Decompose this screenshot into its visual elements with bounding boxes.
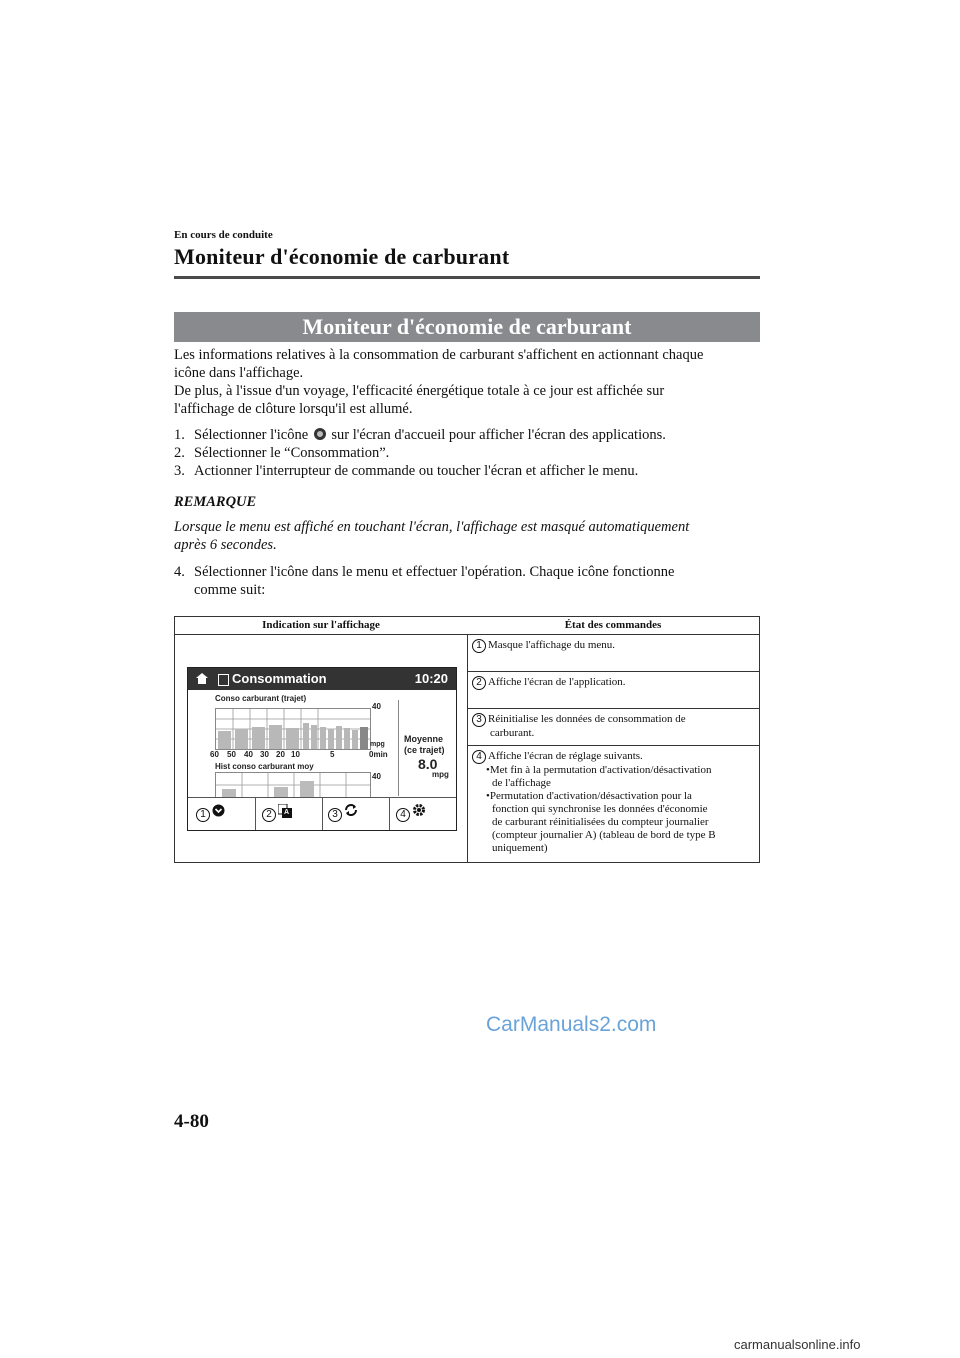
watermark: CarManuals2.com [486, 1013, 657, 1036]
menu-separator [322, 797, 323, 830]
section-label: En cours de conduite [174, 229, 273, 241]
bullet-line: •Permutation d'activation/désactivation pour la [486, 790, 692, 802]
row-text: Réinitialise les données de consommation de [488, 713, 686, 725]
step-1 [174, 426, 666, 444]
average-history-graph [215, 772, 371, 799]
section-banner: Moniteur d'économie de carburant [174, 312, 760, 342]
graph-label-trip: Conso carburant (trajet) [215, 694, 307, 703]
consumption-app-icon [218, 674, 229, 686]
screen-header [188, 668, 456, 690]
x-tick: 40 [244, 750, 253, 759]
hide-menu-icon[interactable] [212, 804, 225, 820]
application-icon-letter: A [284, 809, 290, 816]
callout-3: 3 [328, 808, 342, 822]
menu-separator [389, 797, 390, 830]
callout-2: 2 [262, 808, 276, 822]
intro-line: l'affichage de clôture lorsqu'il est allumé. [174, 401, 413, 417]
intro-line: icône dans l'affichage. [174, 365, 304, 381]
intro-paragraph [174, 346, 764, 418]
trip-consumption-graph [215, 708, 371, 750]
table-header-state: État des commandes [467, 617, 759, 635]
graph-label-history: Hist conso carburant moy [215, 762, 314, 771]
table-row [468, 746, 760, 862]
table-row [468, 672, 760, 708]
x-tick: 5 [330, 750, 335, 759]
footer-watermark: carmanualsonline.info [734, 1337, 861, 1352]
bullet-line: de l'affichage [492, 777, 551, 789]
bullet-item [472, 764, 754, 790]
screen-title: Consommation [232, 671, 327, 686]
intro-line: De plus, à l'issue d'un voyage, l'efficacité énergétique totale à ce jour est affichée sur [174, 383, 665, 399]
step-3 [174, 462, 638, 480]
callout-4: 4 [396, 808, 410, 822]
title-divider [174, 276, 760, 279]
note-line: Lorsque le menu est affiché en touchant l'écran, l'affichage est masqué automatiquement [174, 519, 690, 535]
row-text: Affiche l'écran de l'application. [488, 676, 626, 688]
row-text: Masque l'affichage du menu. [488, 639, 616, 651]
bullet-line: de carburant réinitialisées du compteur journalier [492, 816, 709, 828]
graph-max-trip: 40 [372, 702, 381, 711]
step-text: Sélectionner l'icône [194, 427, 309, 443]
step-number: 1. [174, 427, 185, 443]
home-icon [196, 673, 208, 684]
x-tick: 60 [210, 750, 219, 759]
average-label: Moyenne [404, 734, 444, 744]
step-number: 2. [174, 445, 185, 461]
x-tick: 10 [291, 750, 300, 759]
bullet-line: fonction qui synchronise les données d'économie [492, 803, 708, 815]
note-line: après 6 secondes. [174, 537, 277, 553]
callout-1: 1 [196, 808, 210, 822]
intro-line: Les informations relatives à la consommation de carburant s'affichent en actionnant chaque [174, 347, 704, 363]
row-number: 2 [472, 676, 486, 690]
screen-clock: 10:20 [414, 671, 448, 686]
reset-icon[interactable] [344, 803, 358, 820]
average-value: 8.0 [418, 756, 438, 772]
step-4 [174, 563, 764, 599]
graph-unit: mpg [370, 741, 385, 748]
step-text: comme suit: [194, 582, 266, 598]
note-text [174, 518, 764, 554]
average-divider [398, 700, 399, 796]
step-number: 3. [174, 463, 185, 479]
step-2 [174, 444, 389, 462]
x-tick: 50 [227, 750, 236, 759]
bullet-item [472, 790, 754, 855]
note-label: REMARQUE [174, 494, 257, 510]
row-number: 4 [472, 750, 486, 764]
row-number: 1 [472, 639, 486, 653]
bullet-line: •Met fin à la permutation d'activation/désactivation [486, 764, 712, 776]
row-number: 3 [472, 713, 486, 727]
x-tick: 30 [260, 750, 269, 759]
bullet-line: (compteur journalier A) (tableau de bord de type B [492, 829, 716, 841]
x-tick: 0min [369, 750, 388, 759]
table-header-display: Indication sur l'affichage [175, 617, 468, 635]
page-number: 4-80 [174, 1111, 209, 1132]
table-row [468, 635, 760, 671]
table-row [468, 709, 760, 745]
operation-table [174, 616, 760, 863]
average-sublabel: (ce trajet) [404, 745, 445, 755]
row-text: carburant. [490, 727, 535, 739]
page-title: Moniteur d'économie de carburant [174, 244, 510, 269]
settings-gear-icon[interactable] [412, 803, 426, 820]
menu-separator [255, 797, 256, 830]
applications-icon [314, 428, 326, 440]
graph-max-history: 40 [372, 772, 381, 781]
step-text: Sélectionner l'icône dans le menu et effectuer l'opération. Chaque icône fonctionne [194, 564, 675, 580]
step-text: Sélectionner le “Consommation”. [194, 445, 390, 461]
step-text: sur l'écran d'accueil pour afficher l'écran des applications. [331, 427, 666, 443]
step-text: Actionner l'interrupteur de commande ou toucher l'écran et afficher le menu. [194, 463, 639, 479]
row-text: Affiche l'écran de réglage suivants. [488, 750, 643, 762]
display-screen-illustration [187, 667, 457, 831]
step-number: 4. [174, 564, 185, 580]
average-unit: mpg [432, 770, 449, 779]
x-tick: 20 [276, 750, 285, 759]
bullet-line: uniquement) [492, 842, 548, 854]
